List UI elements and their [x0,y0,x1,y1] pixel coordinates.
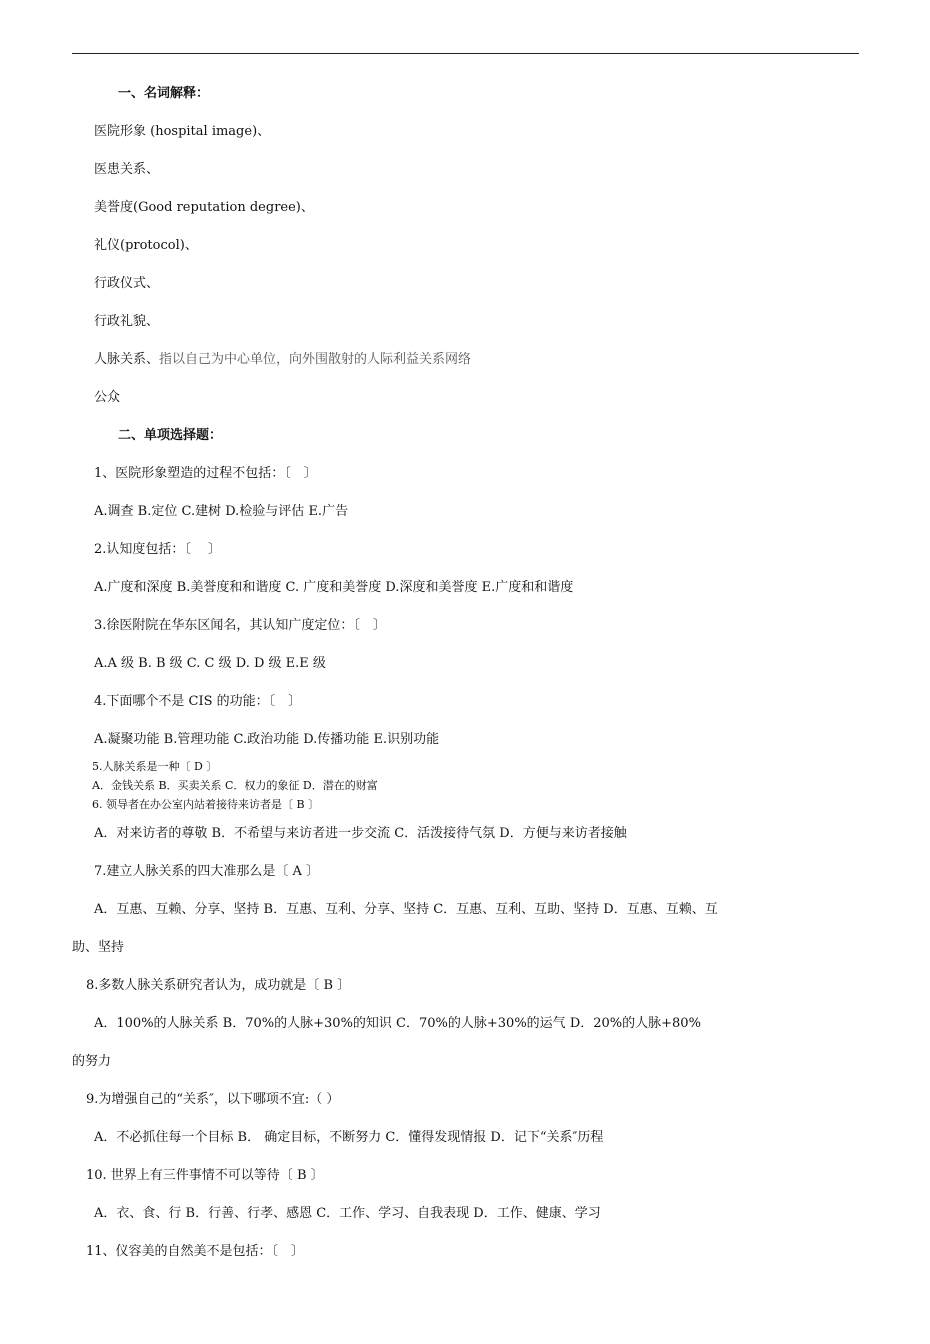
term-renmai-label: 人脉关系、 [94,352,160,367]
question-7-options-cont: 助、坚持 [72,940,125,955]
question-10: 10. 世界上有三件事情不可以等待〔 B 〕 [86,1168,324,1183]
question-5-options: A．金钱关系 B．买卖关系 C．权力的象征 D．潜在的财富 [92,779,378,792]
question-4: 4.下面哪个不是 CIS 的功能：〔 〕 [94,694,302,709]
question-8-options: A．100%的人脉关系 B．70%的人脉+30%的知识 C．70%的人脉+30%的运气 D．20%的人脉+80% [94,1016,701,1031]
term-admin-ceremony: 行政仪式、 [94,276,160,291]
question-9-options: A．不必抓住每一个目标 B． 确定目标，不断努力 C．懂得发现情报 D．记下“关系″历程 [94,1130,604,1145]
term-protocol: 礼仪(protocol)、 [94,238,198,253]
question-2-options: A.广度和深度 B.美誉度和和谐度 C. 广度和美誉度 D.深度和美誉度 E.广度和和谐度 [94,580,574,595]
question-10-options: A．衣、食、行 B．行善、行孝、感恩 C．工作、学习、自我表现 D．工作、健康、学习 [94,1206,601,1221]
question-4-options: A.凝聚功能 B.管理功能 C.政治功能 D.传播功能 E.识别功能 [94,732,440,747]
question-7-options: A．互惠、互赖、分享、坚持 B．互惠、互利、分享、坚持 C．互惠、互利、互助、坚持 D．互惠、互赖、互 [94,902,718,917]
section1-heading: 一、名词解释： [118,86,210,101]
question-3: 3.徐医附院在华东区闻名，其认知广度定位：〔 〕 [94,618,386,633]
question-2: 2.认知度包括：〔 〕 [94,542,222,557]
term-renmai [94,352,471,368]
question-7: 7.建立人脉关系的四大准那么是〔 A 〕 [94,864,320,879]
term-hospital-image: 医院形象 (hospital image)、 [94,124,271,139]
term-public: 公众 [94,390,121,405]
term-renmai-definition: 指以自己为中心单位，向外围散射的人际利益关系网络 [159,352,472,367]
section2-heading: 二、单项选择题： [118,428,223,443]
header-rule [72,53,859,54]
term-doctor-patient: 医患关系、 [94,162,160,177]
question-8-options-cont: 的努力 [72,1054,112,1069]
question-1-options: A.调查 B.定位 C.建树 D.检验与评估 E.广告 [94,504,349,519]
question-6: 6. 领导者在办公室内站着接待来访者是〔 B 〕 [92,798,320,811]
question-1: 1、医院形象塑造的过程不包括：〔 〕 [94,466,317,481]
question-6-options: A．对来访者的尊敬 B．不希望与来访者进一步交流 C．活泼接待气氛 D．方便与来访者接触 [94,826,627,841]
question-9: 9.为增强自己的“关系″，以下哪项不宜:（ ） [86,1092,340,1107]
term-admin-courtesy: 行政礼貌、 [94,314,160,329]
question-5: 5.人脉关系是一种〔 D 〕 [92,760,218,773]
question-8: 8.多数人脉关系研究者认为，成功就是〔 B 〕 [86,978,351,993]
term-reputation: 美誉度(Good reputation degree)、 [94,200,314,215]
question-11: 11、仪容美的自然美不是包括：〔 〕 [86,1244,305,1259]
question-3-options: A.A 级 B. B 级 C. C 级 D. D 级 E.E 级 [94,656,326,671]
